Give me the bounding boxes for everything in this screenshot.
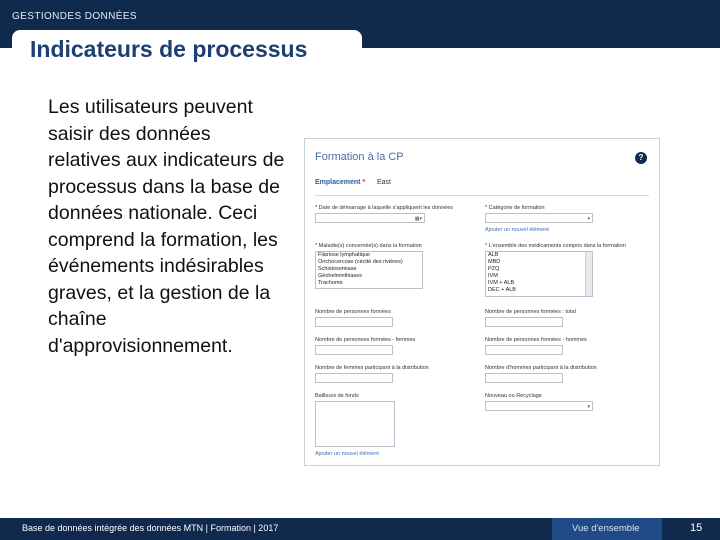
women-trained-label: Nombre de personnes formées - femmes xyxy=(315,337,416,343)
add-element-link-2[interactable]: Ajouter un nouvel élément xyxy=(315,451,379,457)
funders-textarea[interactable] xyxy=(315,401,395,447)
list-item[interactable]: Onchocercose (cécité des rivières) xyxy=(318,259,403,265)
body-paragraph: Les utilisateurs peuvent saisir des données relatives aux indicateurs de processus dans la base de données nationale. Ceci comprend la formation, les événements indésirables graves, et la gestion de la chaîne d'approvisionnement. xyxy=(48,96,285,357)
medicines-listbox[interactable] xyxy=(485,251,593,297)
list-item[interactable]: IVM xyxy=(488,273,498,279)
category-label: * Catégorie de formation xyxy=(485,205,545,211)
help-icon[interactable]: ? xyxy=(635,152,647,164)
diseases-listbox[interactable] xyxy=(315,251,423,289)
chevron-down-icon: ▾ xyxy=(587,404,590,410)
page-number: 15 xyxy=(690,522,703,534)
form-title: Formation à la CP xyxy=(315,151,404,163)
men-participating-input[interactable] xyxy=(485,373,563,383)
location-label: Emplacement * xyxy=(315,179,366,186)
list-item[interactable]: DEC + ALB xyxy=(488,287,516,293)
people-total-label: Nombre de personnes formées : total xyxy=(485,309,576,315)
diseases-label: * Maladie(s) concernée(s) dans la formation xyxy=(315,243,422,249)
women-participating-input[interactable] xyxy=(315,373,393,383)
men-trained-input[interactable] xyxy=(485,345,563,355)
list-item[interactable]: MBD xyxy=(488,259,501,265)
people-trained-label: Nombre de personnes formées xyxy=(315,309,391,315)
people-trained-input[interactable] xyxy=(315,317,393,327)
date-field[interactable] xyxy=(315,213,425,223)
men-participating-label: Nombre d'hommes participant à la distribution xyxy=(485,365,597,371)
people-total-input[interactable] xyxy=(485,317,563,327)
funders-label: Bailleurs de fonds xyxy=(315,393,359,399)
list-item[interactable]: IVM + ALB xyxy=(488,280,515,286)
calendar-icon: ▦▾ xyxy=(414,216,422,222)
new-or-refresher-select[interactable] xyxy=(485,401,593,411)
list-item[interactable]: Filariose lymphatique xyxy=(318,252,370,258)
footer-text: Base de données intégrée des données MTN | Formation | 2017 xyxy=(22,523,279,533)
slide-title: Indicateurs de processus xyxy=(30,36,308,62)
list-item[interactable]: Schistosomiase xyxy=(318,266,357,272)
divider xyxy=(315,195,649,196)
list-item[interactable]: ALB xyxy=(488,252,499,258)
location-value: East xyxy=(377,179,392,186)
list-item[interactable]: PZQ xyxy=(488,266,500,272)
new-or-refresher-label: Nouveau ou Recyclage xyxy=(485,393,542,399)
chevron-down-icon: ▾ xyxy=(587,216,590,222)
add-element-link-1[interactable]: Ajouter un nouvel élément xyxy=(485,227,549,233)
section-label: GESTIONDES DONNÉES xyxy=(12,11,137,22)
list-item[interactable]: Trachome xyxy=(318,280,343,286)
women-trained-input[interactable] xyxy=(315,345,393,355)
form-screenshot xyxy=(304,138,660,466)
women-participating-label: Nombre de femmes participant à la distribution xyxy=(315,365,429,371)
medicines-label: * L'ensemble des médicaments compris dans la formation xyxy=(485,243,626,249)
category-select[interactable] xyxy=(485,213,593,223)
scrollbar[interactable] xyxy=(585,252,592,296)
overview-link[interactable]: Vue d'ensemble xyxy=(572,523,640,534)
list-item[interactable]: Géohelminthiases xyxy=(318,273,363,279)
men-trained-label: Nombre de personnes formées - hommes xyxy=(485,337,587,343)
date-label: * Date de démarrage à laquelle s'appliquent les données xyxy=(315,205,454,211)
